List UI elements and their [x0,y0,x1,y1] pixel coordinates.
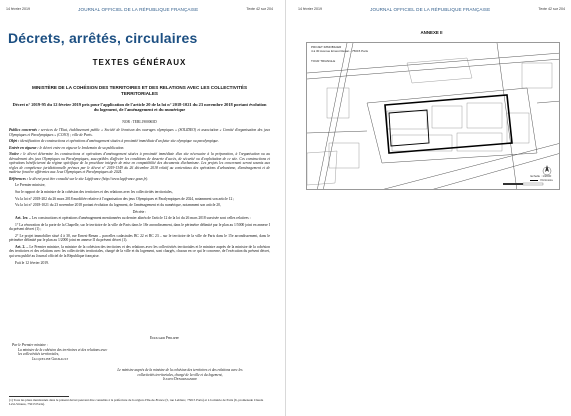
page-title: Décrets, arrêtés, circulaires [8,30,198,46]
running-head-text-ref: Texte 42 sur 204 [246,7,273,11]
object-paragraph [9,139,270,144]
article-1-item-1: 1° La rénovation de la porte de la Chapelle, sur le territoire de la ville de Paris dans le 18e arrondissement, dans le périmètre délimité par le plan au 1/5000 joint en annexe I du présent décret (1) ; [9,222,270,232]
visa-law-2018-202: Vu la loi n° 2018-202 du 26 mars 2018 modifiée relative à l'organisation des jeux Olympiques et Paralympiques de 2024, notamment son article 12 ; [15,196,235,201]
running-head [298,4,565,14]
by-pm-line: Par le Premier ministre : [12,343,49,347]
by-pm-block [12,343,112,361]
plan-project-title: PROJET IMMOBILIER [311,45,342,49]
concerned-paragraph [9,128,270,137]
entry-paragraph [9,146,270,151]
refs-label: Références : [9,176,28,181]
journal-page-left [0,0,279,416]
cadastral-plan [306,42,560,190]
page-separator [285,0,286,416]
article-1-text: Les constructions et opérations d'aménagement mentionnées au dernier alinéa de l'article 12 de la loi du 26 mars 2018 susvisée sont celles relatives : [31,216,251,221]
annex-title: ANNEXE II [420,30,443,35]
notice-label: Notice : [9,152,22,157]
object-text: identification de constructions et opérations d'aménagement situées à proximité immédiate d'un futur site olympique ou paralympique. [20,139,219,144]
nor-reference: NOR : TERL1900065D [122,120,157,124]
prime-minister-line: Le Premier ministre, [15,183,46,188]
ministry-heading: MINISTÈRE DE LA COHÉSION DES TERRITOIRES ET DES RELATIONS AVEC LES COLLECTIVITÉS TERRITORIALES [31,85,248,96]
pm-signature [150,336,179,341]
minister-1-name: Jacqueline Gourault [32,356,69,361]
minister-2-title: Le ministre auprès de la ministre de la cohésion des territoires et des relations avec les collectivités territoriales, chargé de la ville et du logement, [117,368,243,377]
concerned-text: services de l'Etat, établissement public « Société de livraison des ouvrages olympiques » (SOLIDEO) et association « Comité d'organisation des jeux Olympiques et Paralympiques » (COJO) ; ville de Paris. [9,128,270,137]
running-head-date: 14 février 2019 [6,7,30,11]
running-head-date: 14 février 2019 [298,7,322,11]
plan-inner-parcel [389,110,429,146]
decrete-line: Décrète : [132,209,147,214]
perimeter-swatch [530,180,538,181]
notice-paragraph [9,152,270,175]
pm-name: Edouard Philippe [150,336,180,340]
plan-drawing [307,43,560,190]
plan-perimeter-legend-text: Périmètre [540,178,553,182]
plan-project-address: 4 à 30 Avenue Ernest Renan - 75015 Paris [311,48,368,53]
decree-title: Décret n° 2019-95 du 12 février 2019 pris pour l'application de l'article 20 de la loi n° 2018-1021 du 23 novembre 2018 portant évolution du logement, de l'aménagement et du numérique [12,102,267,113]
plan-scale-text: Echelle : 1/2000 [530,174,552,178]
plan-legend [530,174,553,182]
visa-report: Sur le rapport de la ministre de la cohésion des territoires et des relations avec les collectivités territoriales, [15,190,173,195]
article-1-item-2: 2° Le projet immobilier situé 4 à 30, rue Ernest-Renan – parcelles cadastrales BC 22 et BC 23 – sur le territoire de la ville de Paris dans le 15e arrondissement, dans le périmètre délimité par le plan au 1/2000 joint en annexe II du présent décret (1). [9,233,270,243]
plan-tour-label: TOUR TRIANGLE [311,59,336,63]
plan-project-label [311,46,368,53]
journal-page-right [292,0,571,416]
running-head [6,4,273,14]
minister-2-block [110,368,250,382]
plan-perimeter-legend [530,178,553,182]
notice-text: le décret détermine les constructions et opérations d'aménagement situées à proximité immédiate d'un site nécessaire à la préparation, à l'organisation ou au déroulement des jeux Olympiques ou Paralympiques, susceptibles d'affecter les conditions de desserte d'accès, de sécurité ou d'exploitation de ce site. Ces constructions et opérations bénéficieront du régime spécifique de la procédure intégrée de mise en compatibilité des documents d'urbanisme. Les projets les concernant seront soumis aux règles de compétence juridictionnelle prévues par le décret n° 2019-1349 du 26 décembre 2018 relatif au contentieux des opérations d'urbanisme, d'aménagement et de maîtrise foncière afférentes aux Jeux Olympiques et Paralympiques de 2024. [9,152,271,175]
refs-paragraph [9,177,270,182]
footnote-rule [9,396,69,397]
visa-law-2018-1021: Vu la loi n° 2018-1021 du 23 novembre 2018 portant évolution du logement, de l'aménagement et du numérique, notamment son article 20, [15,203,221,208]
minister-1-title: La ministre de la cohésion des territoires et des relations avec les collectivités territoriales, [18,347,108,356]
entry-label: Entrée en vigueur : [9,145,39,150]
article-2-label: Art. 2. – [15,244,29,249]
article-1-label: Art. 1er. – [15,216,31,221]
scale-bar [503,183,543,185]
footnote: (1) Tous les plans mentionnés dans le présent décret peuvent être consultés à la préfecture de la région d'Ile-de-France (5, rue Leblanc, 75015 Paris) et à la mairie de Paris (6, promenade Claude Lévi-Strauss, 75013 Paris). [9,398,264,406]
plan-perimeter [385,95,512,153]
decree-body [9,128,270,267]
article-1 [9,216,270,221]
running-head-text-ref: Texte 42 sur 204 [538,7,565,11]
article-2 [9,245,270,259]
section-title: TEXTES GÉNÉRAUX [92,58,187,67]
concerned-label: Publics concernés : [9,128,40,132]
article-2-text: Le Premier ministre, la ministre de la cohésion des territoires et des relations avec les collectivités territoriales et le ministre auprès de la ministre de la cohésion des territoires et des relations avec les collectivités territoriales, chargé de la ville et du logement, sont chargés, chacun en ce qui le concerne, de l'exécution du présent décret, qui sera publié au Journal officiel de la République française. [9,244,270,259]
minister-2-name: Julien Denormandie [162,377,198,381]
refs-text: le décret peut être consulté sur le site Légifrance (http://www.legifrance.gouv.fr). [28,176,149,181]
running-head-journal: JOURNAL OFFICIEL DE LA RÉPUBLIQUE FRANÇAISE [78,6,199,12]
done-at: Fait le 12 février 2019. [15,260,49,265]
object-label: Objet : [9,139,20,144]
entry-text: le décret entre en vigueur le lendemain de sa publication. [39,145,125,150]
running-head-journal: JOURNAL OFFICIEL DE LA RÉPUBLIQUE FRANÇAISE [370,6,491,12]
